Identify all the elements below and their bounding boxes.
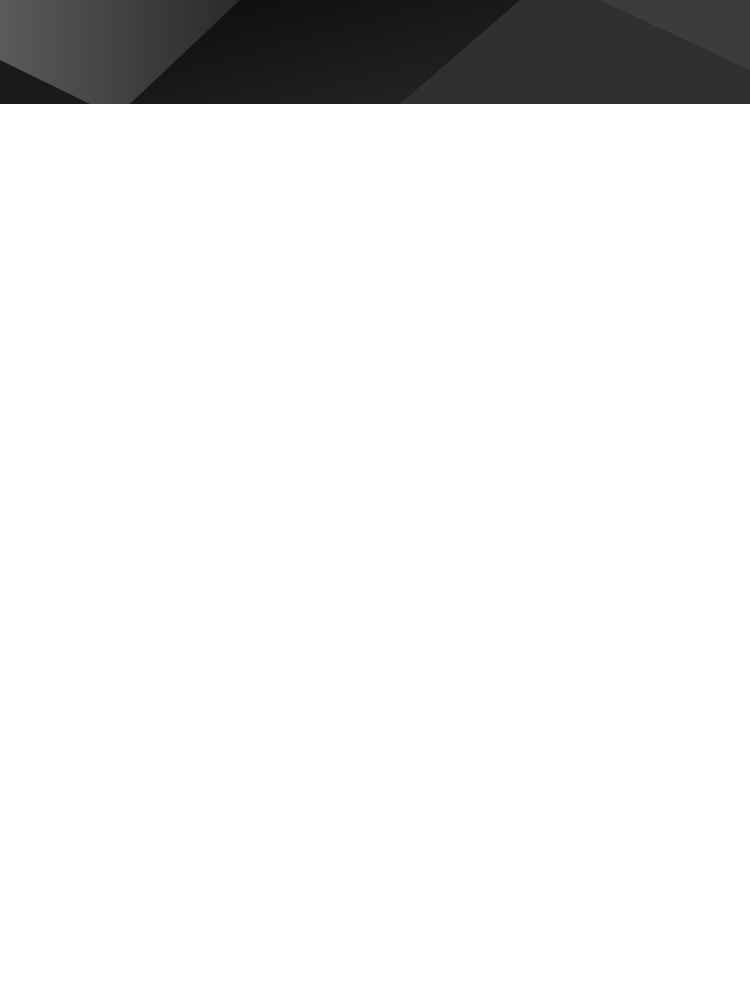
header-banner: [0, 0, 750, 104]
banner-background: [0, 0, 750, 104]
